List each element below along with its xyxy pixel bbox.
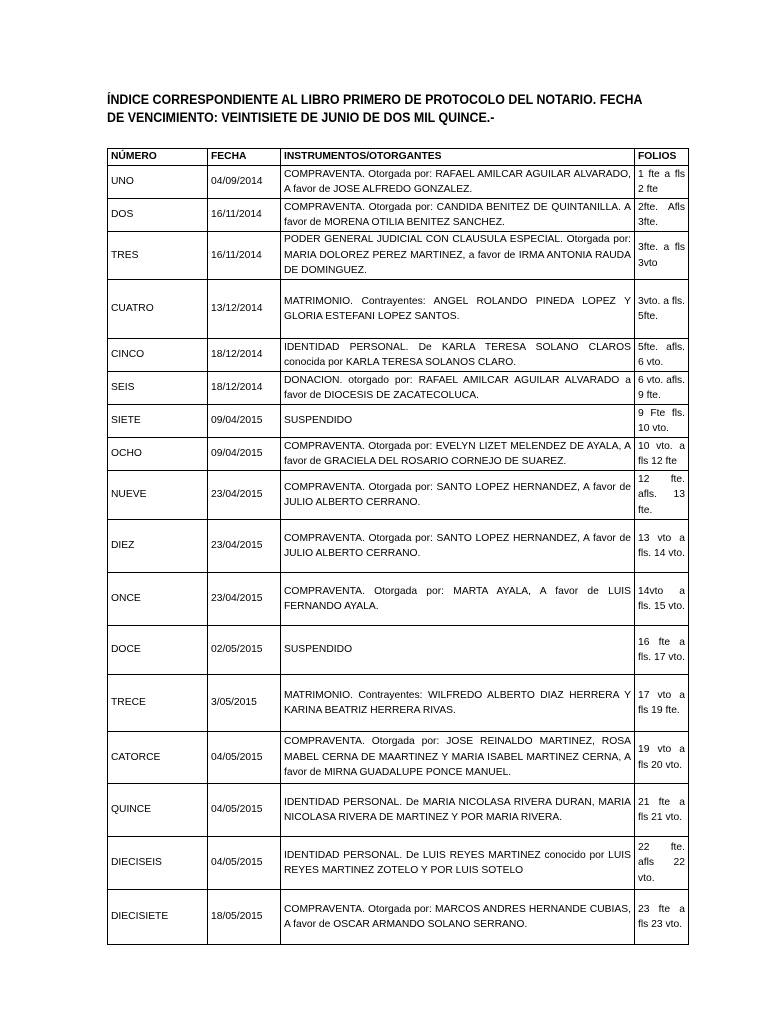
cell-numero: CUATRO bbox=[108, 280, 208, 339]
table-row bbox=[108, 405, 689, 438]
cell-instrumento: COMPRAVENTA. Otorgada por: RAFAEL AMILCAR AGUILAR ALVARADO, A favor de JOSE ALFREDO GONZALEZ. bbox=[281, 166, 635, 199]
table-row bbox=[108, 199, 689, 232]
cell-folios: 10 vto. a fls 12 fte bbox=[635, 438, 689, 471]
cell-instrumento: COMPRAVENTA. Otorgada por: JOSE REINALDO MARTINEZ, ROSA MABEL CERNA DE MAARTINEZ Y MARIA ISABEL MARTINEZ CERNA, A favor de MIRNA GUADALUPE PONCE MANUEL. bbox=[281, 732, 635, 784]
cell-folios: 21 fte a fls 21 vto. bbox=[635, 784, 689, 837]
cell-fecha: 23/04/2015 bbox=[208, 520, 281, 573]
cell-numero: DOS bbox=[108, 199, 208, 232]
table-row bbox=[108, 372, 689, 405]
cell-numero: UNO bbox=[108, 166, 208, 199]
cell-instrumento: COMPRAVENTA. Otorgada por: MARTA AYALA, A favor de LUIS FERNANDO AYALA. bbox=[281, 573, 635, 626]
table-row bbox=[108, 675, 689, 732]
table-row bbox=[108, 520, 689, 573]
cell-instrumento: PODER GENERAL JUDICIAL CON CLAUSULA ESPECIAL. Otorgada por: MARIA DOLOREZ PEREZ MARTINEZ, a favor de IRMA ANTONIA RAUDA DE DOMINGUEZ. bbox=[281, 232, 635, 280]
document-heading bbox=[107, 91, 641, 127]
cell-fecha: 04/09/2014 bbox=[208, 166, 281, 199]
table-row bbox=[108, 339, 689, 372]
cell-folios: 1 fte a fls 2 fte bbox=[635, 166, 689, 199]
cell-numero: DIECISIETE bbox=[108, 890, 208, 945]
table-row bbox=[108, 890, 689, 945]
protocol-index-table bbox=[107, 148, 689, 945]
cell-numero: CATORCE bbox=[108, 732, 208, 784]
cell-fecha: 18/05/2015 bbox=[208, 890, 281, 945]
header-instrumentos: INSTRUMENTOS/OTORGANTES bbox=[281, 149, 635, 166]
cell-folios: 14vto a fls. 15 vto. bbox=[635, 573, 689, 626]
table-row bbox=[108, 626, 689, 675]
heading-line-1: ÍNDICE CORRESPONDIENTE AL LIBRO PRIMERO DE PROTOCOLO DEL NOTARIO. FECHA bbox=[107, 92, 643, 107]
cell-folios: 5fte. afls. 6 vto. bbox=[635, 339, 689, 372]
table-row bbox=[108, 166, 689, 199]
cell-instrumento: IDENTIDAD PERSONAL. De LUIS REYES MARTINEZ conocido por LUIS REYES MARTINEZ ZOTELO Y POR LUIS SOTELO bbox=[281, 837, 635, 890]
cell-folios: 9 Fte fls. 10 vto. bbox=[635, 405, 689, 438]
cell-numero: NUEVE bbox=[108, 471, 208, 520]
cell-numero: DIECISEIS bbox=[108, 837, 208, 890]
cell-numero: QUINCE bbox=[108, 784, 208, 837]
cell-fecha: 16/11/2014 bbox=[208, 199, 281, 232]
table-row bbox=[108, 471, 689, 520]
cell-numero: SIETE bbox=[108, 405, 208, 438]
cell-instrumento: IDENTIDAD PERSONAL. De MARIA NICOLASA RIVERA DURAN, MARIA NICOLASA RIVERA DE MARTINEZ Y POR MARIA RIVERA. bbox=[281, 784, 635, 837]
cell-fecha: 16/11/2014 bbox=[208, 232, 281, 280]
cell-fecha: 04/05/2015 bbox=[208, 784, 281, 837]
cell-folios: 22 fte. afls 22 vto. bbox=[635, 837, 689, 890]
cell-fecha: 09/04/2015 bbox=[208, 405, 281, 438]
table-body bbox=[108, 166, 689, 945]
table-header-row bbox=[108, 149, 689, 166]
cell-fecha: 23/04/2015 bbox=[208, 471, 281, 520]
cell-instrumento: COMPRAVENTA. Otorgada por: MARCOS ANDRES HERNANDE CUBIAS, A favor de OSCAR ARMANDO SOLANO SERRANO. bbox=[281, 890, 635, 945]
cell-instrumento: IDENTIDAD PERSONAL. De KARLA TERESA SOLANO CLAROS conocida por KARLA TERESA SOLANOS CLARO. bbox=[281, 339, 635, 372]
cell-folios: 3fte. a fls 3vto bbox=[635, 232, 689, 280]
cell-folios: 13 vto a fls. 14 vto. bbox=[635, 520, 689, 573]
table-row bbox=[108, 732, 689, 784]
table-row bbox=[108, 784, 689, 837]
table-row bbox=[108, 280, 689, 339]
cell-fecha: 04/05/2015 bbox=[208, 837, 281, 890]
cell-instrumento: MATRIMONIO. Contrayentes: ANGEL ROLANDO PINEDA LOPEZ Y GLORIA ESTEFANI LOPEZ SANTOS. bbox=[281, 280, 635, 339]
cell-instrumento: DONACION. otorgado por: RAFAEL AMILCAR AGUILAR ALVARADO a favor de DIOCESIS DE ZACATECOLUCA. bbox=[281, 372, 635, 405]
cell-folios: 17 vto a fls 19 fte. bbox=[635, 675, 689, 732]
heading-line-2: DE VENCIMIENTO: VEINTISIETE DE JUNIO DE DOS MIL QUINCE.- bbox=[107, 110, 495, 125]
cell-folios: 23 fte a fls 23 vto. bbox=[635, 890, 689, 945]
cell-fecha: 13/12/2014 bbox=[208, 280, 281, 339]
cell-folios: 12 fte. afls. 13 fte. bbox=[635, 471, 689, 520]
cell-numero: DIEZ bbox=[108, 520, 208, 573]
cell-instrumento: COMPRAVENTA. Otorgada por: CANDIDA BENITEZ DE QUINTANILLA. A favor de MORENA OTILIA BENITEZ SANCHEZ. bbox=[281, 199, 635, 232]
cell-fecha: 3/05/2015 bbox=[208, 675, 281, 732]
cell-numero: ONCE bbox=[108, 573, 208, 626]
cell-folios: 3vto. a fls. 5fte. bbox=[635, 280, 689, 339]
cell-numero: TRES bbox=[108, 232, 208, 280]
table-row bbox=[108, 573, 689, 626]
cell-numero: OCHO bbox=[108, 438, 208, 471]
cell-fecha: 09/04/2015 bbox=[208, 438, 281, 471]
cell-numero: SEIS bbox=[108, 372, 208, 405]
cell-numero: CINCO bbox=[108, 339, 208, 372]
cell-folios: 16 fte a fls. 17 vto. bbox=[635, 626, 689, 675]
header-fecha: FECHA bbox=[208, 149, 281, 166]
cell-numero: TRECE bbox=[108, 675, 208, 732]
cell-numero: DOCE bbox=[108, 626, 208, 675]
cell-instrumento: SUSPENDIDO bbox=[281, 626, 635, 675]
cell-fecha: 02/05/2015 bbox=[208, 626, 281, 675]
cell-fecha: 04/05/2015 bbox=[208, 732, 281, 784]
table-row bbox=[108, 438, 689, 471]
cell-folios: 19 vto a fls 20 vto. bbox=[635, 732, 689, 784]
cell-fecha: 18/12/2014 bbox=[208, 339, 281, 372]
cell-instrumento: SUSPENDIDO bbox=[281, 405, 635, 438]
table-row bbox=[108, 837, 689, 890]
cell-fecha: 18/12/2014 bbox=[208, 372, 281, 405]
cell-instrumento: COMPRAVENTA. Otorgada por: EVELYN LIZET MELENDEZ DE AYALA, A favor de GRACIELA DEL ROSARIO CORNEJO DE SUAREZ. bbox=[281, 438, 635, 471]
cell-instrumento: COMPRAVENTA. Otorgada por: SANTO LOPEZ HERNANDEZ, A favor de JULIO ALBERTO CERRANO. bbox=[281, 520, 635, 573]
header-folios: FOLIOS bbox=[635, 149, 689, 166]
cell-fecha: 23/04/2015 bbox=[208, 573, 281, 626]
cell-instrumento: COMPRAVENTA. Otorgada por: SANTO LOPEZ HERNANDEZ, A favor de JULIO ALBERTO CERRANO. bbox=[281, 471, 635, 520]
header-numero: NÚMERO bbox=[108, 149, 208, 166]
cell-instrumento: MATRIMONIO. Contrayentes: WILFREDO ALBERTO DIAZ HERRERA Y KARINA BEATRIZ HERRERA RIVAS. bbox=[281, 675, 635, 732]
table-row bbox=[108, 232, 689, 280]
cell-folios: 2fte. Afls 3fte. bbox=[635, 199, 689, 232]
cell-folios: 6 vto. afls. 9 fte. bbox=[635, 372, 689, 405]
